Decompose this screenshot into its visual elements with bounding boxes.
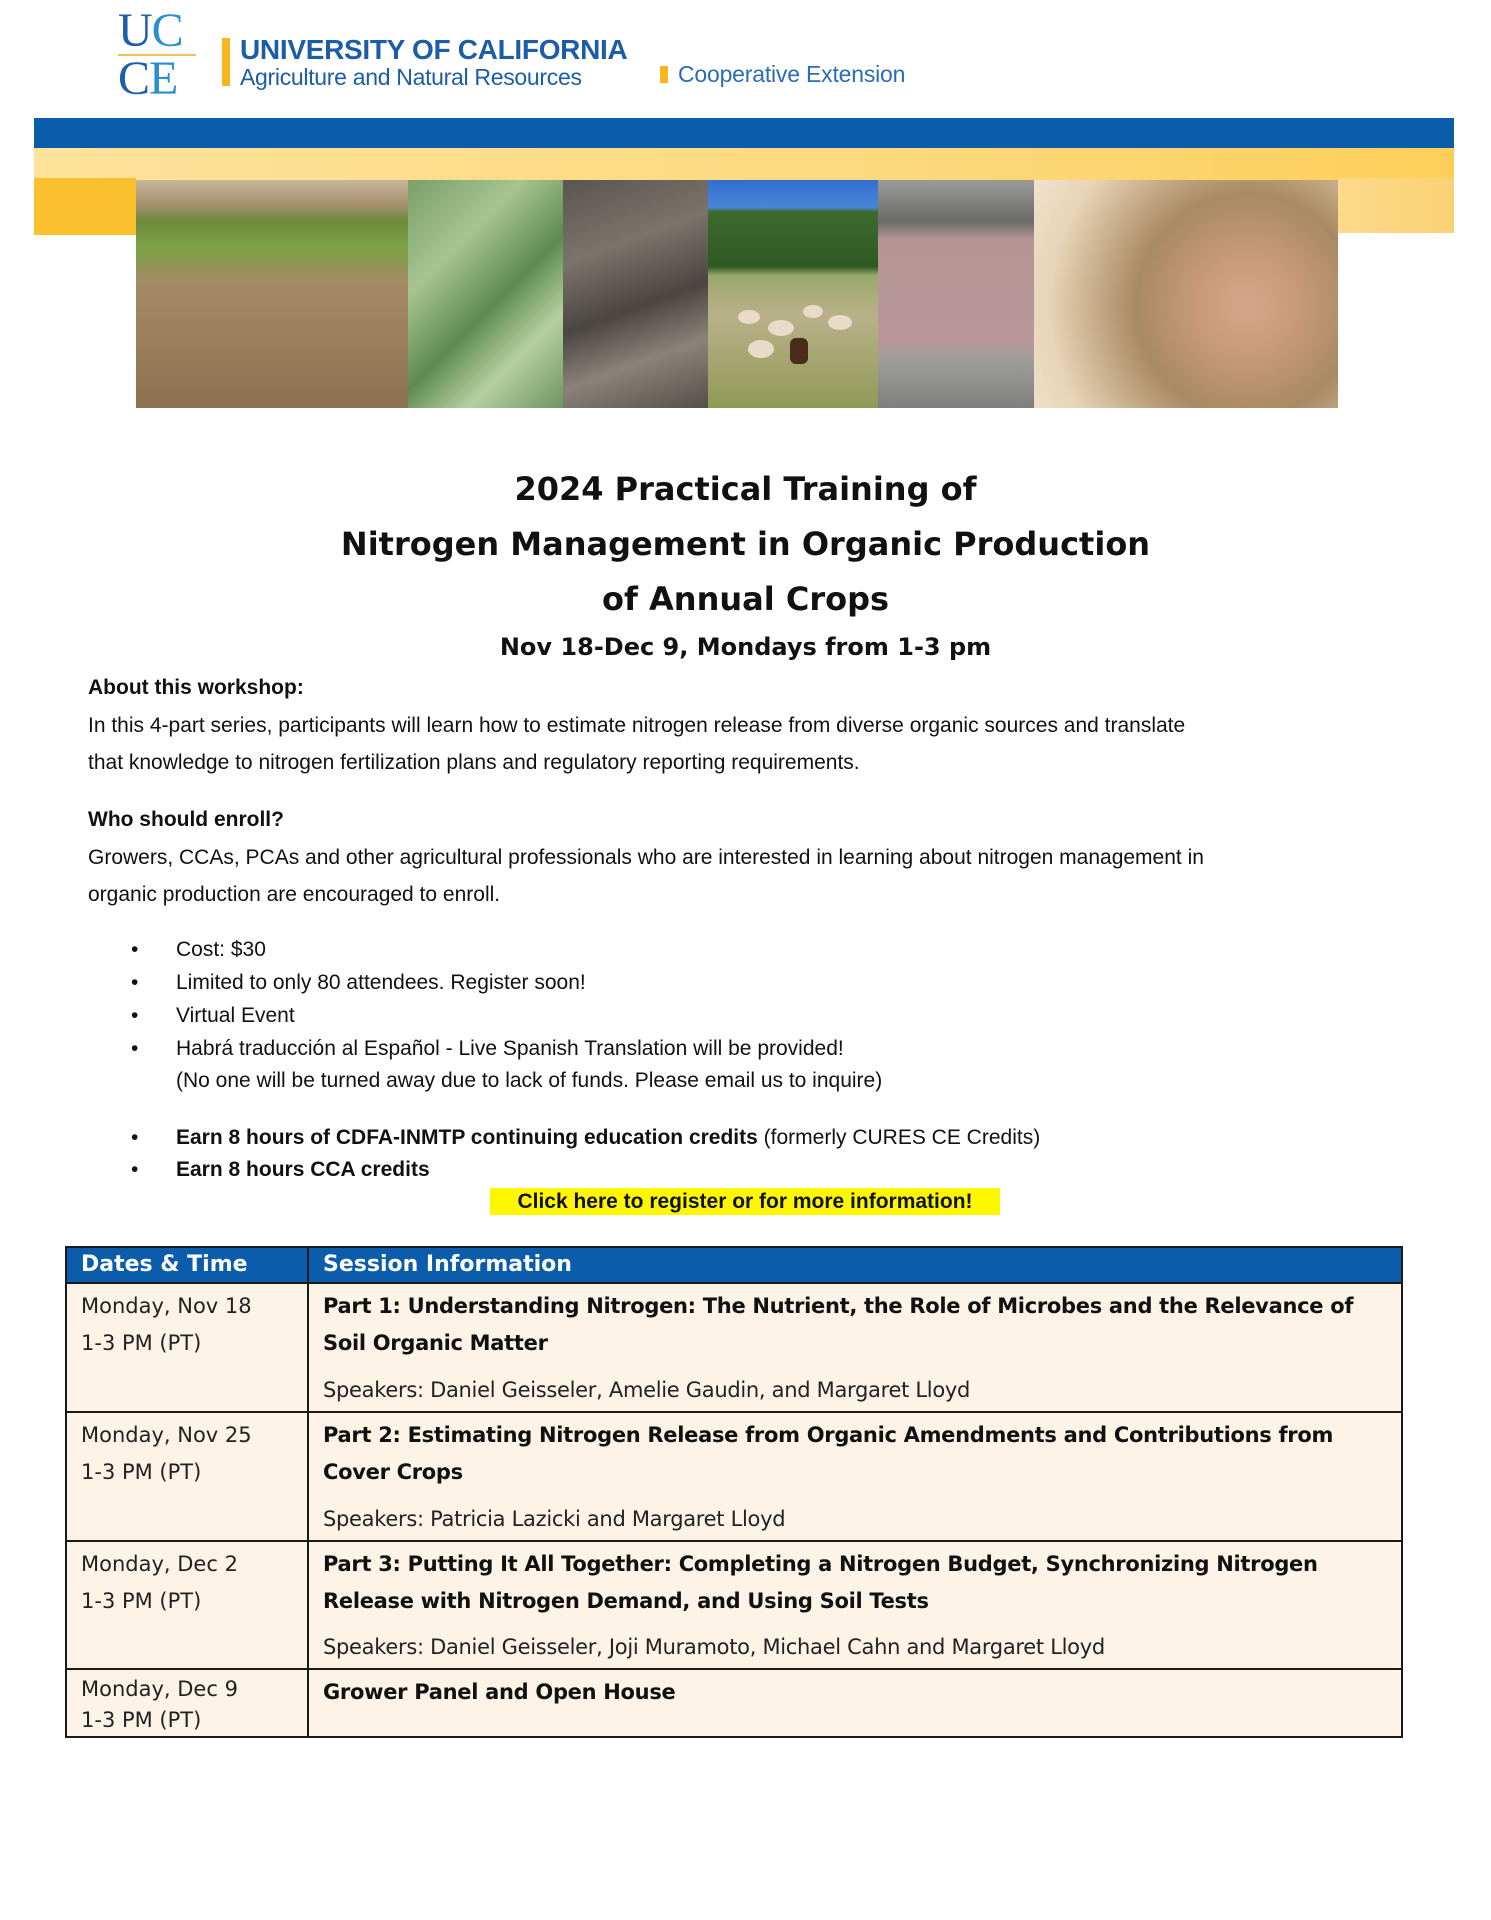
banner-blue-band xyxy=(34,118,1454,148)
bullet-icon: • xyxy=(131,1158,139,1181)
banner-yellow-band xyxy=(34,148,1454,180)
session-title: Part 2: Estimating Nitrogen Release from Organic Amendments and Contributions from xyxy=(323,1423,1334,1447)
session-cell xyxy=(309,1542,1401,1668)
enroll-text-line: organic production are encouraged to enroll. xyxy=(88,883,501,906)
enroll-text-line: Growers, CCAs, PCAs and other agricultural professionals who are interested in learning about nitrogen management in xyxy=(88,846,1204,869)
session-date: Monday, Dec 9 xyxy=(81,1677,238,1701)
sheep-shape xyxy=(768,320,794,336)
about-text-line: In this 4-part series, participants will learn how to estimate nitrogen release from diverse organic sources and translate xyxy=(88,714,1186,737)
detail-translation: Habrá traducción al Español - Live Spanish Translation will be provided! xyxy=(176,1037,844,1060)
page-title-line-1: 2024 Practical Training of xyxy=(514,470,977,508)
detail-cost: Cost: $30 xyxy=(176,938,266,961)
gold-accent-bar xyxy=(222,38,230,86)
logo-uc xyxy=(118,4,198,57)
detail-capacity: Limited to only 80 attendees. Register soon! xyxy=(176,971,586,994)
session-date: Monday, Nov 18 xyxy=(81,1294,252,1318)
ucce-logo xyxy=(118,4,198,105)
about-text-line: that knowledge to nitrogen fertilization plans and regulatory reporting requirements. xyxy=(88,751,860,774)
page-title-line-3: of Annual Crops xyxy=(601,580,890,618)
date-cell xyxy=(67,1542,309,1668)
logo-letter: C xyxy=(118,52,150,105)
session-cell xyxy=(309,1413,1401,1540)
date-cell xyxy=(67,1670,309,1736)
sheep-shape xyxy=(790,338,808,364)
session-title: Release with Nitrogen Demand, and Using Soil Tests xyxy=(323,1589,929,1613)
soil-profile-photo xyxy=(878,180,1034,408)
logo-letter: E xyxy=(149,52,178,105)
session-date: Monday, Nov 25 xyxy=(81,1423,252,1447)
credit-inmtp-bold: Earn 8 hours of CDFA-INMTP continuing education credits xyxy=(176,1126,758,1149)
date-cell xyxy=(67,1413,309,1540)
session-speakers: Speakers: Daniel Geisseler, Joji Muramoto, Michael Cahn and Margaret Lloyd xyxy=(323,1635,1105,1659)
logo-letter: U xyxy=(118,4,152,57)
register-link[interactable]: Click here to register or for more information! xyxy=(490,1188,1000,1215)
sheep-shape xyxy=(803,305,823,318)
logo-letter: C xyxy=(151,4,183,57)
bullet-icon: • xyxy=(131,1126,139,1149)
session-title: Cover Crops xyxy=(323,1460,463,1484)
session-time: 1-3 PM (PT) xyxy=(81,1708,202,1732)
table-row xyxy=(67,1542,1401,1670)
bullet-icon: • xyxy=(131,1037,139,1060)
detail-format: Virtual Event xyxy=(176,1004,295,1027)
schedule-table xyxy=(65,1246,1403,1738)
credit-inmtp xyxy=(176,1126,1040,1150)
column-header-session: Session Information xyxy=(323,1252,572,1277)
about-heading: About this workshop: xyxy=(88,676,304,699)
page-title-line-2: Nitrogen Management in Organic Production xyxy=(340,525,1151,563)
table-row xyxy=(67,1670,1401,1736)
organic-matter-photo xyxy=(563,180,708,408)
credit-inmtp-note: (formerly CURES CE Credits) xyxy=(757,1126,1041,1149)
org-name: UNIVERSITY OF CALIFORNIA xyxy=(240,34,628,65)
sheep-shape xyxy=(738,310,760,324)
detail-funds-note: (No one will be turned away due to lack of funds. Please email us to inquire) xyxy=(176,1069,883,1092)
session-speakers: Speakers: Daniel Geisseler, Amelie Gaudin, and Margaret Lloyd xyxy=(323,1378,971,1402)
session-title: Grower Panel and Open House xyxy=(323,1680,676,1704)
banner-gold-tab-left xyxy=(34,178,136,235)
credit-cca-bold: Earn 8 hours CCA credits xyxy=(176,1158,430,1181)
session-title: Part 1: Understanding Nitrogen: The Nutrient, the Role of Microbes and the Relevance of xyxy=(323,1294,1354,1318)
session-time: 1-3 PM (PT) xyxy=(81,1589,202,1613)
compost-pile-photo xyxy=(136,180,408,408)
date-cell xyxy=(67,1284,309,1411)
cover-crop-photo xyxy=(408,180,563,408)
enroll-heading: Who should enroll? xyxy=(88,808,284,831)
banner-gold-tab-right xyxy=(1338,178,1454,233)
table-header xyxy=(67,1248,1401,1284)
program-name: Cooperative Extension xyxy=(678,61,906,87)
bullet-icon: • xyxy=(131,971,139,994)
event-dates: Nov 18-Dec 9, Mondays from 1-3 pm xyxy=(499,633,992,661)
table-row xyxy=(67,1413,1401,1542)
session-cell xyxy=(309,1284,1401,1411)
session-title: Part 3: Putting It All Together: Completing a Nitrogen Budget, Synchronizing Nitrogen xyxy=(323,1552,1318,1576)
sheep-shape xyxy=(828,315,852,330)
bullet-icon: • xyxy=(131,1004,139,1027)
logo-ce xyxy=(118,52,198,105)
bullet-icon: • xyxy=(131,938,139,961)
session-date: Monday, Dec 2 xyxy=(81,1552,238,1576)
session-time: 1-3 PM (PT) xyxy=(81,1460,202,1484)
session-title: Soil Organic Matter xyxy=(323,1331,548,1355)
session-time: 1-3 PM (PT) xyxy=(81,1331,202,1355)
session-speakers: Speakers: Patricia Lazicki and Margaret Lloyd xyxy=(323,1507,786,1531)
division-name: Agriculture and Natural Resources xyxy=(240,64,582,90)
gold-accent-bar-small xyxy=(660,66,668,83)
credit-cca xyxy=(176,1158,430,1182)
session-cell xyxy=(309,1670,1401,1736)
table-row xyxy=(67,1284,1401,1413)
sheep-shape xyxy=(748,340,774,358)
grazing-sheep-photo xyxy=(708,180,878,408)
column-header-dates: Dates & Time xyxy=(67,1248,309,1282)
root-nodules-photo xyxy=(1034,180,1338,408)
